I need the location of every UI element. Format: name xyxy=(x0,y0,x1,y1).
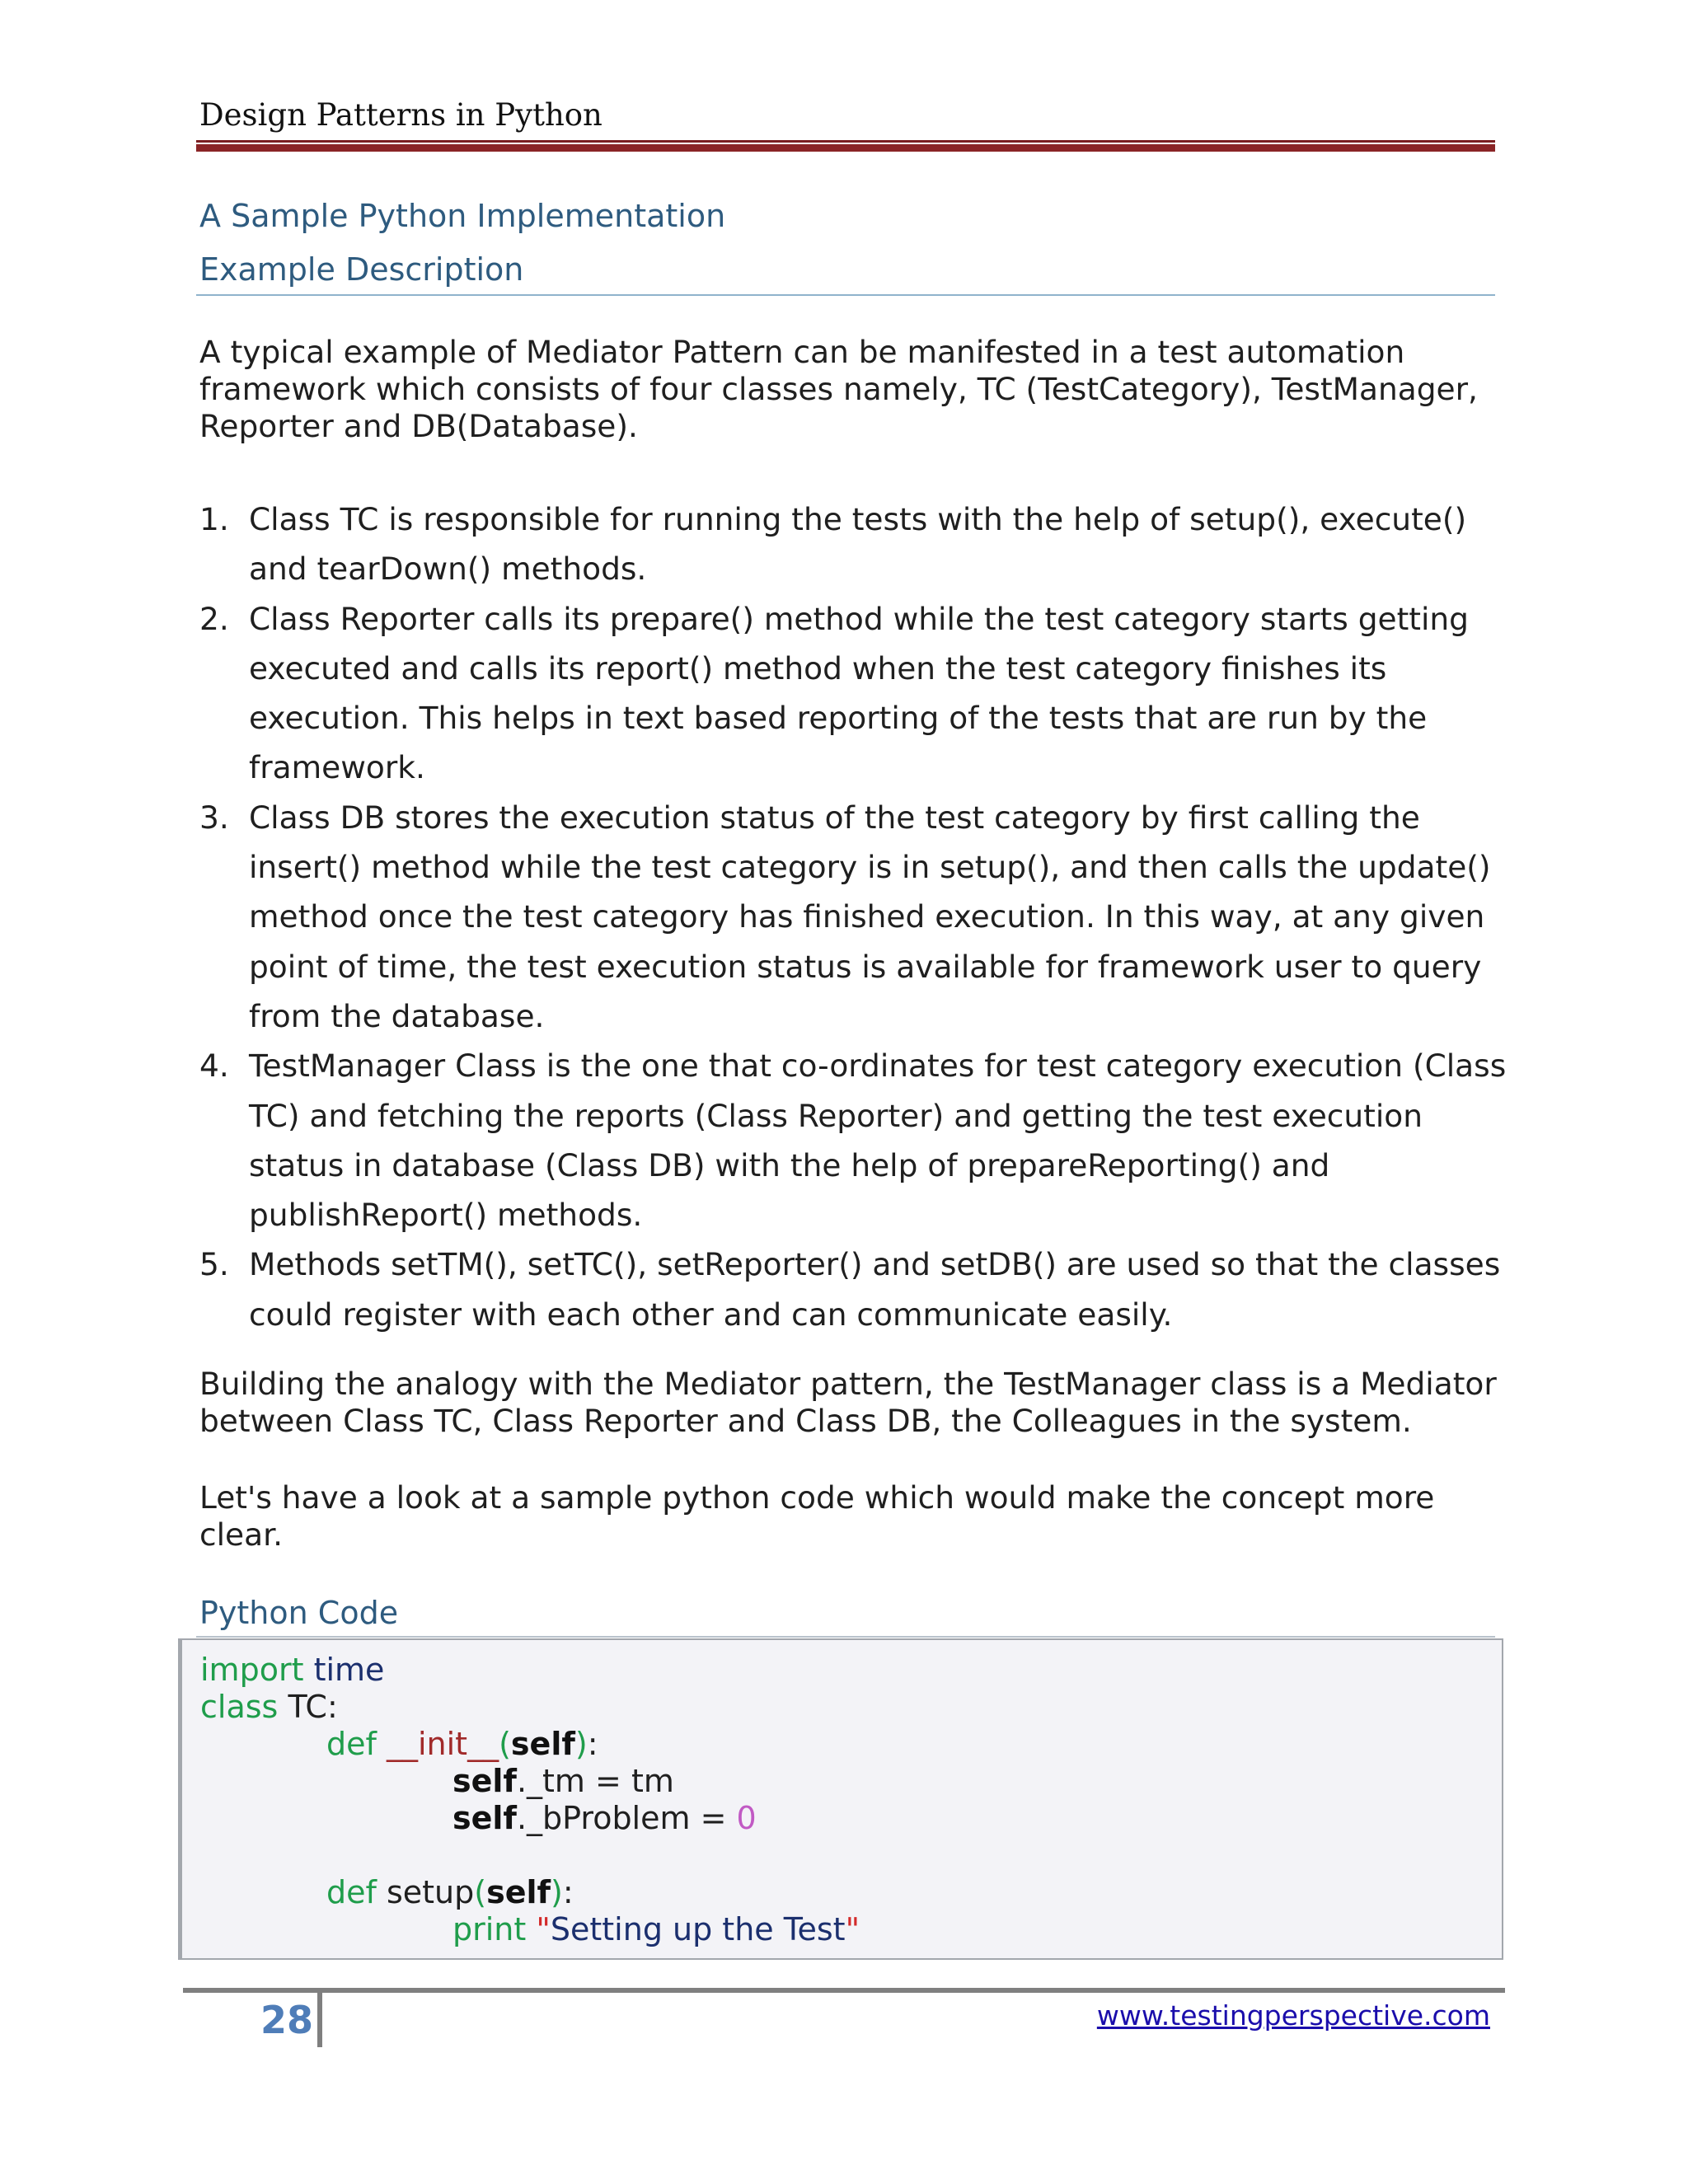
code-line xyxy=(452,1800,757,1837)
code-heading-rule xyxy=(196,1636,1495,1638)
code-line xyxy=(452,1763,674,1800)
code-heading: Python Code xyxy=(199,1595,399,1631)
list-item-text: Class TC is responsible for running the tests with the help of setup(), execute() and tearDown() methods. xyxy=(249,501,1467,588)
code-block xyxy=(178,1638,1503,1960)
list-item xyxy=(199,793,1510,1041)
code-keyword: print xyxy=(452,1911,527,1947)
code-line xyxy=(200,1652,384,1689)
code-self: self xyxy=(510,1726,575,1762)
code-line xyxy=(326,1726,598,1763)
list-number: 1. xyxy=(199,501,229,537)
code-line xyxy=(200,1689,338,1726)
list-item xyxy=(199,494,1510,594)
running-header: Design Patterns in Python xyxy=(199,97,603,133)
list-number: 4. xyxy=(199,1047,229,1085)
list-number: 2. xyxy=(199,600,229,637)
header-rule-thick xyxy=(196,144,1495,152)
code-self: self xyxy=(486,1874,551,1910)
code-paren: ( xyxy=(474,1874,487,1910)
footer-divider xyxy=(317,1993,322,2047)
numbered-list xyxy=(199,494,1510,1339)
list-item xyxy=(199,1240,1510,1339)
page-number: 28 xyxy=(260,1998,314,2042)
code-statement: ._bProblem = xyxy=(516,1800,737,1836)
lookahead-paragraph: Let's have a look at a sample python code which would make the concept more clear. xyxy=(199,1479,1435,1553)
list-item-text: TestManager Class is the one that co-ordinates for test category execution (Class TC) and fetching the reports (Class Reporter) and getting the test execution status in database (Class DB) with the help of prepareReporting() and publishReport() methods. xyxy=(249,1047,1507,1234)
website-link[interactable]: www.testingperspective.com xyxy=(1096,1999,1490,2032)
list-item xyxy=(199,594,1510,793)
code-keyword: import xyxy=(200,1652,304,1688)
code-paren: ( xyxy=(499,1726,511,1762)
code-class-name: TC: xyxy=(288,1689,338,1725)
code-quote: " xyxy=(845,1911,860,1947)
code-statement: ._tm = tm xyxy=(516,1763,674,1799)
list-item-text: Class Reporter calls its prepare() method while the test category starts getting executed and calls its report() method when the test category finishes its execution. This helps in text based reporting of the tests that are run by the framework. xyxy=(249,600,1469,786)
section-title: A Sample Python Implementation xyxy=(199,198,726,234)
list-number: 5. xyxy=(199,1246,229,1283)
code-module: time xyxy=(313,1652,385,1688)
code-self: self xyxy=(452,1763,517,1799)
code-line xyxy=(452,1911,860,1948)
analogy-paragraph: Building the analogy with the Mediator pattern, the TestManager class is a Mediator between Class TC, Class Reporter and Class DB, the Colleagues in the system. xyxy=(199,1366,1497,1439)
subtitle-rule xyxy=(196,294,1495,296)
header-rule xyxy=(196,140,1495,143)
code-keyword: def xyxy=(326,1726,377,1762)
code-function-name: __init__ xyxy=(386,1726,499,1762)
code-string: Setting up the Test xyxy=(550,1911,846,1947)
intro-paragraph: A typical example of Mediator Pattern can be manifested in a test automation framework which consists of four classes namely, TC (TestCategory), TestManager, Reporter and DB(Database). xyxy=(199,334,1478,444)
footer-rule xyxy=(183,1988,1505,1993)
code-paren: ) xyxy=(551,1874,563,1910)
list-number: 3. xyxy=(199,799,229,836)
code-quote: " xyxy=(536,1911,551,1947)
code-keyword: def xyxy=(326,1874,377,1910)
code-number: 0 xyxy=(736,1800,757,1836)
section-subtitle: Example Description xyxy=(199,251,524,288)
code-line xyxy=(326,1874,574,1911)
code-keyword: class xyxy=(200,1689,279,1725)
code-colon: : xyxy=(587,1726,598,1762)
code-paren: ) xyxy=(574,1726,588,1762)
code-colon: : xyxy=(562,1874,574,1910)
code-self: self xyxy=(452,1800,517,1836)
code-function-name: setup xyxy=(386,1874,475,1910)
list-item-text: Methods setTM(), setTC(), setReporter() and setDB() are used so that the classes could register with each other and can communicate easily. xyxy=(249,1246,1501,1333)
list-item xyxy=(199,1041,1510,1240)
list-item-text: Class DB stores the execution status of the test category by first calling the insert() method while the test category is in setup(), and then calls the update() method once the test category has finished execution. In this way, at any given point of time, the test execution status is available for framework user to query from the database. xyxy=(249,799,1491,1034)
